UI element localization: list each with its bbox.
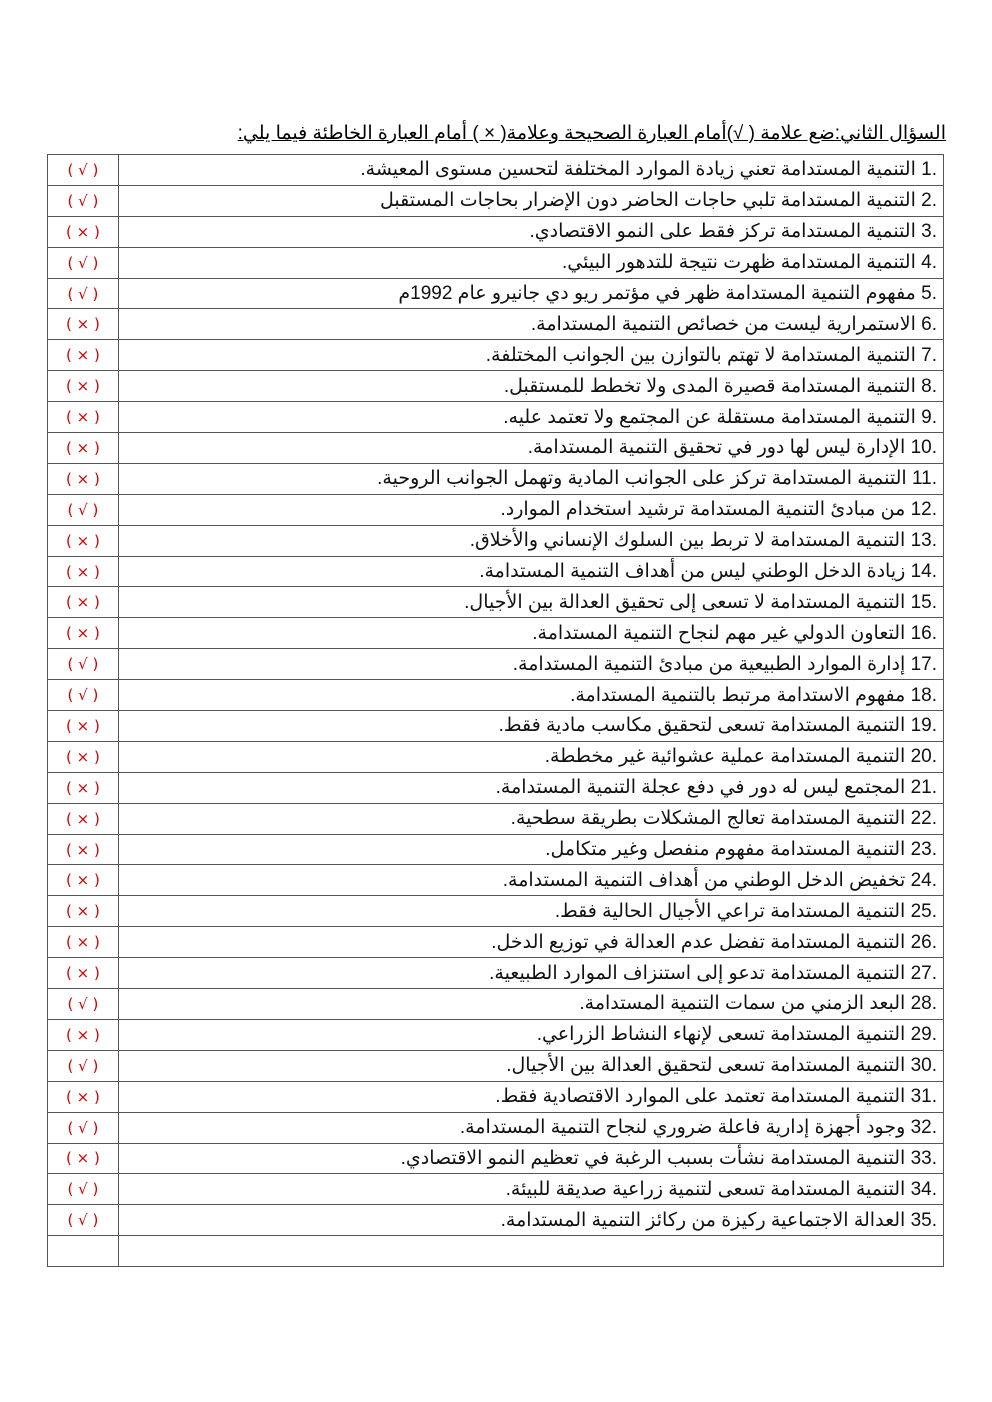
statement-text: الإدارة ليس لها دور في تحقيق التنمية المستدامة. xyxy=(527,437,906,459)
answer-mark: ( × ) xyxy=(48,309,119,340)
statement-text: تخفيض الدخل الوطني من أهداف التنمية المستدامة. xyxy=(502,869,906,891)
statement-text: التعاون الدولي غير مهم لنجاح التنمية المستدامة. xyxy=(532,622,906,644)
statement-text: التنمية المستدامة تعتمد على الموارد الاقتصادية فقط. xyxy=(495,1086,906,1108)
table-row xyxy=(48,1143,944,1174)
statement-cell xyxy=(118,1081,943,1112)
statement-text: التنمية المستدامة نشأت بسبب الرغبة في تعظيم النمو الاقتصادي. xyxy=(400,1147,906,1169)
table-row xyxy=(48,649,944,680)
answer-mark: ( × ) xyxy=(48,525,119,556)
answer-mark: ( × ) xyxy=(48,896,119,927)
statement-number: 19. xyxy=(910,715,937,737)
answer-mark: ( × ) xyxy=(48,463,119,494)
table-row xyxy=(48,1019,944,1050)
statement-number: 1. xyxy=(921,159,937,181)
answer-mark: ( × ) xyxy=(48,216,119,247)
answer-mark: ( √ ) xyxy=(48,1112,119,1143)
table-row xyxy=(48,741,944,772)
table-row xyxy=(48,556,944,587)
table-row xyxy=(48,216,944,247)
statement-text: مفهوم الاستدامة مرتبط بالتنمية المستدامة. xyxy=(570,684,906,706)
statement-text: زيادة الدخل الوطني ليس من أهداف التنمية المستدامة. xyxy=(479,561,906,583)
table-row xyxy=(48,618,944,649)
table-row xyxy=(48,155,944,186)
table-row xyxy=(48,680,944,711)
table-row xyxy=(48,958,944,989)
statements-table xyxy=(47,154,944,1267)
statement-number: 18. xyxy=(910,684,937,706)
table-row xyxy=(48,247,944,278)
statement-cell xyxy=(118,649,943,680)
statement-cell xyxy=(118,587,943,618)
statement-cell xyxy=(118,865,943,896)
table-row xyxy=(48,1236,944,1267)
statement-number: 5. xyxy=(921,283,937,304)
statement-text: التنمية المستدامة عملية عشوائية غير مخططة. xyxy=(544,746,906,768)
statement-cell xyxy=(118,958,943,989)
statement-cell xyxy=(118,1019,943,1050)
statement-cell xyxy=(118,525,943,556)
statement-cell xyxy=(118,463,943,494)
statement-text: إدارة الموارد الطبيعية من مبادئ التنمية المستدامة. xyxy=(512,653,906,675)
table-row xyxy=(48,1050,944,1081)
statement-text: من مبادئ التنمية المستدامة ترشيد استخدام الموارد. xyxy=(500,499,906,521)
statement-cell xyxy=(118,185,943,216)
answer-mark: ( × ) xyxy=(48,587,119,618)
statement-number: 33. xyxy=(910,1147,937,1169)
statement-cell xyxy=(118,247,943,278)
table-row xyxy=(48,433,944,464)
answer-mark: ( × ) xyxy=(48,834,119,865)
statement-cell xyxy=(118,371,943,402)
answer-mark: ( × ) xyxy=(48,618,119,649)
statement-cell xyxy=(118,1143,943,1174)
table-row xyxy=(48,1112,944,1143)
statement-cell xyxy=(118,803,943,834)
statement-number: 15. xyxy=(910,591,937,613)
statement-number: 7. xyxy=(921,344,937,366)
answer-mark: ( × ) xyxy=(48,371,119,402)
statement-cell xyxy=(118,556,943,587)
answer-mark: ( √ ) xyxy=(48,1174,119,1205)
table-row xyxy=(48,309,944,340)
statement-number: 3. xyxy=(921,221,937,243)
table-row xyxy=(48,371,944,402)
statement-cell xyxy=(118,402,943,433)
statement-number: 32. xyxy=(910,1117,937,1139)
statement-cell xyxy=(118,278,943,309)
statement-text: التنمية المستدامة تسعى لإنهاء النشاط الزراعي. xyxy=(536,1024,906,1046)
statement-number: 21. xyxy=(910,777,937,799)
statement-number: 25. xyxy=(910,900,937,922)
table-row xyxy=(48,525,944,556)
answer-mark: ( √ ) xyxy=(48,185,119,216)
statement-cell xyxy=(118,680,943,711)
statement-number: 4. xyxy=(921,252,937,274)
answer-mark: ( × ) xyxy=(48,402,119,433)
statement-text: الاستمرارية ليست من خصائص التنمية المستدامة. xyxy=(530,313,916,335)
statement-cell xyxy=(118,927,943,958)
table-row xyxy=(48,278,944,309)
answer-mark: ( × ) xyxy=(48,741,119,772)
statement-cell xyxy=(118,741,943,772)
answer-mark: ( √ ) xyxy=(48,1205,119,1236)
statement-cell xyxy=(118,711,943,742)
statement-cell xyxy=(118,772,943,803)
statement-number: 31. xyxy=(910,1086,937,1108)
statement-text: مفهوم التنمية المستدامة ظهر في مؤتمر ريو دي جانيرو عام 1992م xyxy=(398,283,916,304)
answer-mark: ( × ) xyxy=(48,958,119,989)
question-title: السؤال الثاني:ضع علامة ( √)أمام العبارة الصحيحة وعلامة( × ) أمام العبارة الخاطئة فيما يلي: xyxy=(237,123,946,144)
answer-mark: ( √ ) xyxy=(48,1050,119,1081)
statement-number: 13. xyxy=(910,530,937,552)
answer-mark: ( √ ) xyxy=(48,247,119,278)
table-row xyxy=(48,402,944,433)
statements-body xyxy=(48,155,944,1267)
table-row xyxy=(48,834,944,865)
statement-text: التنمية المستدامة تسعى لتنمية زراعية صديقة للبيئة. xyxy=(505,1178,906,1200)
statement-text: التنمية المستدامة مفهوم منفصل وغير متكامل. xyxy=(545,839,906,861)
statement-number: 29. xyxy=(910,1024,937,1046)
statement-text: التنمية المستدامة تسعى لتحقيق العدالة بين الأجيال. xyxy=(506,1055,906,1077)
table-row xyxy=(48,711,944,742)
statement-text: التنمية المستدامة مستقلة عن المجتمع ولا تعتمد عليه. xyxy=(503,406,916,428)
answer-mark: ( × ) xyxy=(48,1081,119,1112)
statement-number: 17. xyxy=(910,653,937,675)
table-row xyxy=(48,185,944,216)
statement-cell xyxy=(118,1236,943,1267)
statement-cell xyxy=(118,216,943,247)
statement-number: 8. xyxy=(921,375,937,397)
statement-cell xyxy=(118,834,943,865)
answer-mark: ( × ) xyxy=(48,433,119,464)
statement-number: 23. xyxy=(910,839,937,861)
statement-text: التنمية المستدامة لا تهتم بالتوازن بين الجوانب المختلفة. xyxy=(485,344,916,366)
statement-number: 34. xyxy=(910,1178,937,1200)
table-row xyxy=(48,587,944,618)
answer-mark: ( × ) xyxy=(48,711,119,742)
statement-text: التنمية المستدامة تفضل عدم العدالة في توزيع الدخل. xyxy=(491,931,906,953)
statement-number: 20. xyxy=(910,746,937,768)
statement-cell xyxy=(118,1050,943,1081)
statement-text: التنمية المستدامة تعالج المشكلات بطريقة سطحية. xyxy=(510,808,906,830)
table-row xyxy=(48,865,944,896)
answer-mark: ( √ ) xyxy=(48,989,119,1020)
statement-text: التنمية المستدامة لا تسعى إلى تحقيق العدالة بين الأجيال. xyxy=(464,591,906,613)
statement-text: التنمية المستدامة ظهرت نتيجة للتدهور البيئي. xyxy=(562,252,916,274)
statement-number: 14. xyxy=(910,561,937,583)
statement-cell xyxy=(118,896,943,927)
table-row xyxy=(48,803,944,834)
statement-text: وجود أجهزة إدارية فاعلة ضروري لنجاح التنمية المستدامة. xyxy=(459,1117,906,1139)
answer-mark: ( √ ) xyxy=(48,680,119,711)
statement-cell xyxy=(118,989,943,1020)
answer-mark: ( × ) xyxy=(48,772,119,803)
table-row xyxy=(48,494,944,525)
statement-text: المجتمع ليس له دور في دفع عجلة التنمية المستدامة. xyxy=(495,777,906,799)
statement-text: التنمية المستدامة تعني زيادة الموارد المختلفة لتحسين مستوى المعيشة. xyxy=(360,159,916,181)
answer-mark: ( × ) xyxy=(48,803,119,834)
statement-number: 26. xyxy=(910,931,937,953)
statement-number: 11. xyxy=(911,468,937,490)
answer-mark: ( × ) xyxy=(48,1143,119,1174)
answer-mark: ( √ ) xyxy=(48,494,119,525)
statement-text: التنمية المستدامة تسعى لتحقيق مكاسب مادية فقط. xyxy=(498,715,906,737)
answer-mark: ( × ) xyxy=(48,556,119,587)
answer-mark: ( × ) xyxy=(48,927,119,958)
statement-cell xyxy=(118,618,943,649)
table-row xyxy=(48,896,944,927)
answer-mark xyxy=(48,1236,119,1267)
answer-mark: ( √ ) xyxy=(48,649,119,680)
table-row xyxy=(48,989,944,1020)
statement-cell xyxy=(118,1205,943,1236)
table-row xyxy=(48,463,944,494)
statement-cell xyxy=(118,494,943,525)
statement-cell xyxy=(118,433,943,464)
statement-number: 27. xyxy=(910,962,937,984)
statement-number: 12. xyxy=(910,499,937,521)
statement-number: 22. xyxy=(910,808,937,830)
statement-number: 24. xyxy=(910,869,937,891)
table-row xyxy=(48,1174,944,1205)
statement-number: 30. xyxy=(910,1055,937,1077)
statement-cell xyxy=(118,155,943,186)
table-row xyxy=(48,772,944,803)
statement-number: 9. xyxy=(921,406,937,428)
table-row xyxy=(48,1081,944,1112)
answer-mark: ( × ) xyxy=(48,1019,119,1050)
table-row xyxy=(48,927,944,958)
statement-number: 2. xyxy=(921,190,937,212)
statement-text: التنمية المستدامة تركز على الجوانب المادية وتهمل الجوانب الروحية. xyxy=(377,468,907,490)
answer-mark: ( √ ) xyxy=(48,155,119,186)
statement-cell xyxy=(118,1174,943,1205)
answer-mark: ( × ) xyxy=(48,340,119,371)
answer-mark: ( √ ) xyxy=(48,278,119,309)
statement-text: التنمية المستدامة قصيرة المدى ولا تخطط للمستقبل. xyxy=(503,375,916,397)
statement-number: 6. xyxy=(921,313,937,335)
table-row xyxy=(48,340,944,371)
statement-number: 35. xyxy=(910,1209,937,1231)
statement-text: التنمية المستدامة تراعي الأجيال الحالية فقط. xyxy=(554,900,906,922)
statement-cell xyxy=(118,340,943,371)
statement-cell xyxy=(118,1112,943,1143)
answer-mark: ( × ) xyxy=(48,865,119,896)
statement-cell xyxy=(118,309,943,340)
statement-text: العدالة الاجتماعية ركيزة من ركائز التنمية المستدامة. xyxy=(500,1209,906,1231)
statement-text: التنمية المستدامة لا تربط بين السلوك الإنساني والأخلاق. xyxy=(469,530,906,552)
statement-number: 28. xyxy=(910,993,937,1015)
statement-number: 16. xyxy=(910,622,937,644)
statement-text: التنمية المستدامة تلبي حاجات الحاضر دون الإضرار بحاجات المستقبل xyxy=(379,190,916,212)
statement-number: 10. xyxy=(910,437,937,459)
statement-text: التنمية المستدامة تدعو إلى استنزاف الموارد الطبيعية. xyxy=(489,962,906,984)
statement-text: التنمية المستدامة تركز فقط على النمو الاقتصادي. xyxy=(529,221,916,243)
statement-text: البعد الزمني من سمات التنمية المستدامة. xyxy=(579,993,906,1015)
table-row xyxy=(48,1205,944,1236)
